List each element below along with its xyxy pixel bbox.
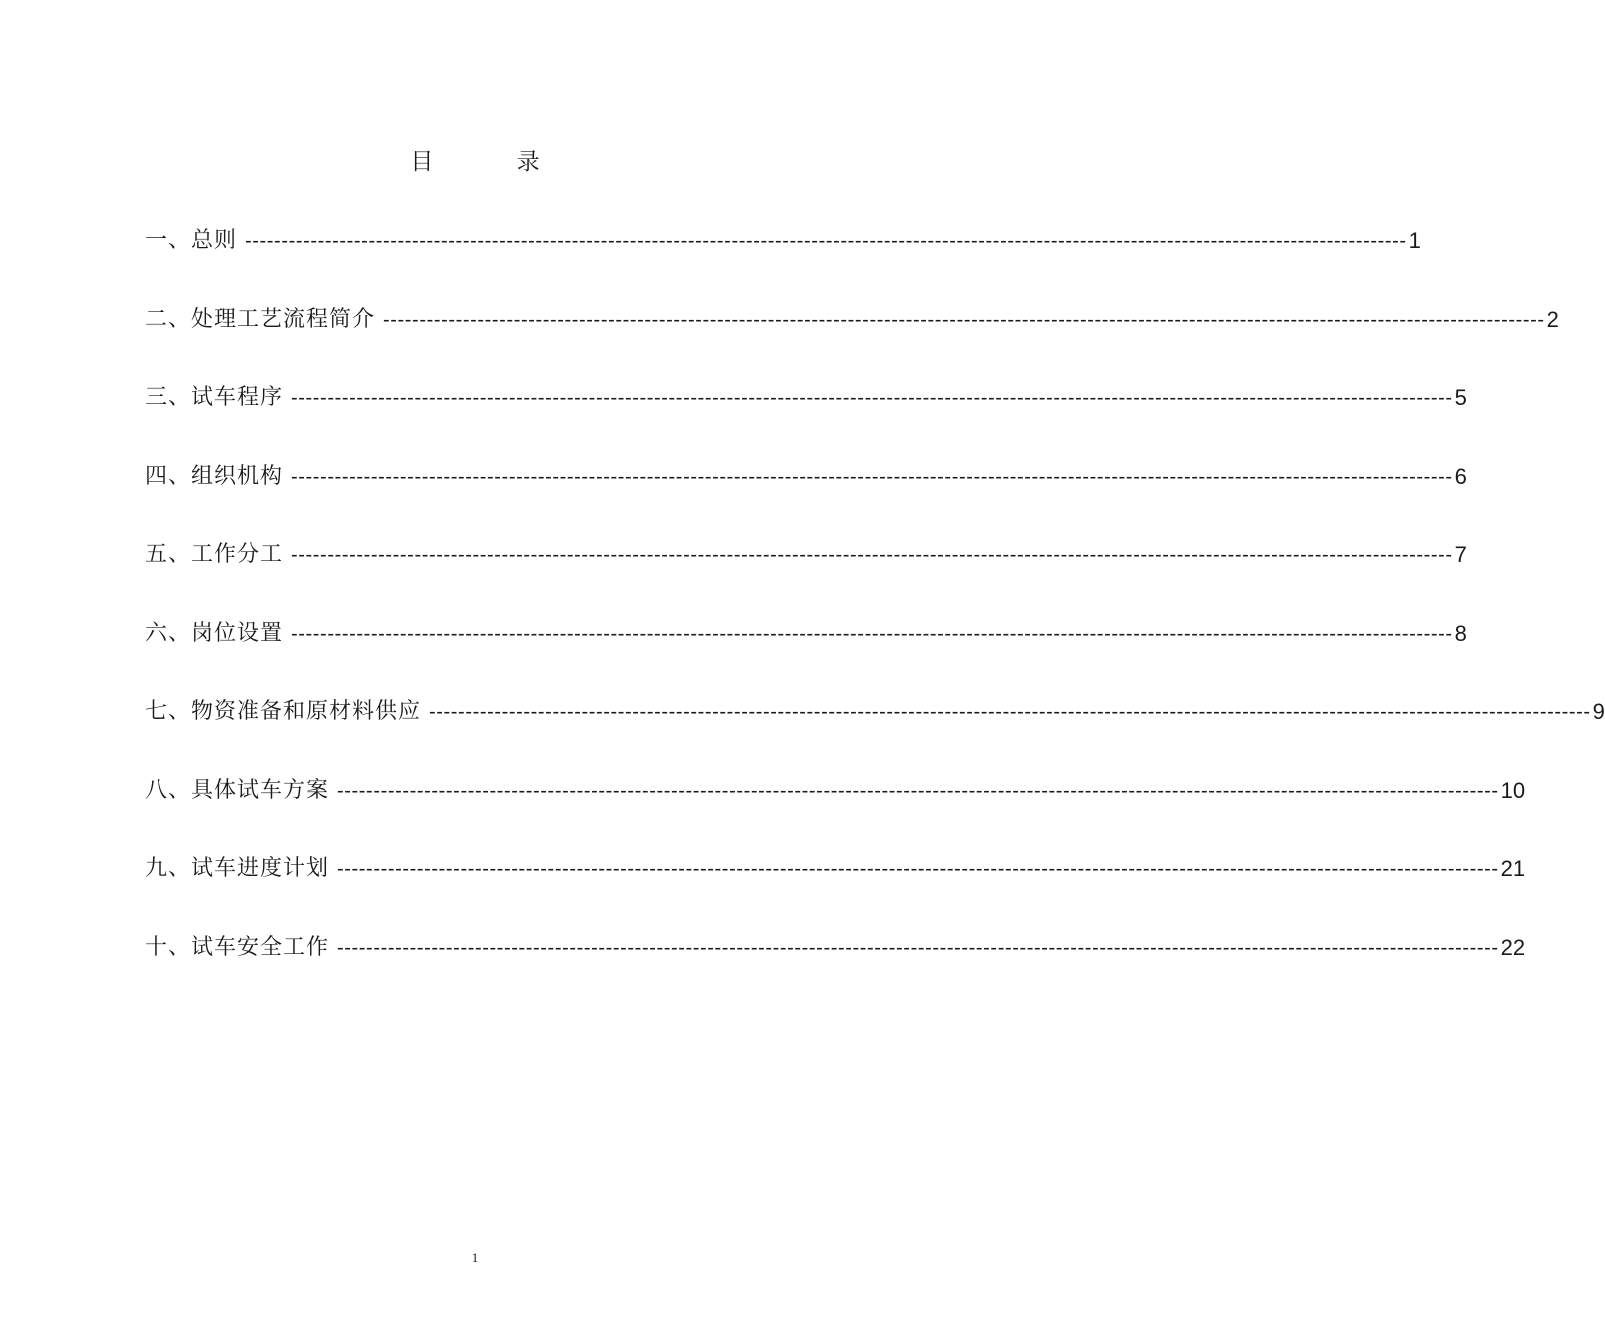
toc-entry-label: 六、岗位设置 — [145, 620, 284, 646]
toc-entry-page: 10 — [1500, 777, 1526, 803]
toc-entry[interactable] — [145, 853, 1526, 885]
table-of-contents — [145, 225, 1605, 1010]
toc-leader-dashes: ---------------------------------------------------------------------------------------------------------------------------------------------------------------- — [337, 779, 1499, 802]
toc-entry-page: 21 — [1500, 856, 1526, 881]
toc-entry[interactable] — [145, 382, 1467, 414]
toc-entry-page: 22 — [1500, 934, 1526, 960]
toc-leader-dashes: ---------------------------------------------------------------------------------------------------------------------------------------------------------------- — [291, 465, 1453, 488]
toc-entry-page: 9 — [1592, 699, 1605, 724]
toc-entry-label: 一、总则 — [145, 228, 238, 253]
toc-entry-label: 九、试车进度计划 — [145, 856, 330, 881]
toc-entry-label: 七、物资准备和原材料供应 — [145, 699, 422, 724]
toc-leader-dashes: ---------------------------------------------------------------------------------------------------------------------------------------------------------------- — [245, 230, 1407, 252]
page-number: 1 — [471, 1250, 479, 1265]
toc-entry-page: 8 — [1454, 620, 1467, 646]
toc-entry-page: 1 — [1408, 228, 1421, 253]
toc-entry-label: 八、具体试车方案 — [145, 777, 330, 803]
toc-entry[interactable] — [145, 304, 1559, 336]
toc-title: 目 录 — [410, 149, 578, 175]
toc-leader-dashes: ---------------------------------------------------------------------------------------------------------------------------------------------------------------- — [383, 308, 1545, 331]
toc-entry-label: 二、处理工艺流程简介 — [145, 306, 376, 332]
toc-leader-dashes: ---------------------------------------------------------------------------------------------------------------------------------------------------------------- — [337, 858, 1499, 880]
toc-entry[interactable] — [145, 225, 1421, 257]
toc-leader-dashes: ---------------------------------------------------------------------------------------------------------------------------------------------------------------- — [291, 622, 1453, 645]
toc-entry-page: 2 — [1546, 306, 1559, 332]
toc-leader-dashes: ---------------------------------------------------------------------------------------------------------------------------------------------------------------- — [291, 387, 1453, 409]
toc-entry[interactable] — [145, 618, 1467, 650]
toc-entry[interactable] — [145, 539, 1467, 571]
toc-leader-dashes: ---------------------------------------------------------------------------------------------------------------------------------------------------------------- — [337, 936, 1499, 959]
toc-entry[interactable] — [145, 932, 1526, 964]
toc-entry-page: 7 — [1454, 542, 1467, 567]
toc-entry-label: 十、试车安全工作 — [145, 934, 330, 960]
toc-entry-page: 6 — [1454, 463, 1467, 489]
toc-entry-page: 5 — [1454, 385, 1467, 410]
toc-leader-dashes: ---------------------------------------------------------------------------------------------------------------------------------------------------------------- — [429, 701, 1591, 723]
toc-entry[interactable] — [145, 696, 1605, 728]
toc-entry-label: 三、试车程序 — [145, 385, 284, 410]
toc-entry-label: 五、工作分工 — [145, 542, 284, 567]
toc-leader-dashes: ---------------------------------------------------------------------------------------------------------------------------------------------------------------- — [291, 544, 1453, 566]
toc-entry[interactable] — [145, 775, 1526, 807]
toc-entry-label: 四、组织机构 — [145, 463, 284, 489]
toc-entry[interactable] — [145, 461, 1467, 493]
